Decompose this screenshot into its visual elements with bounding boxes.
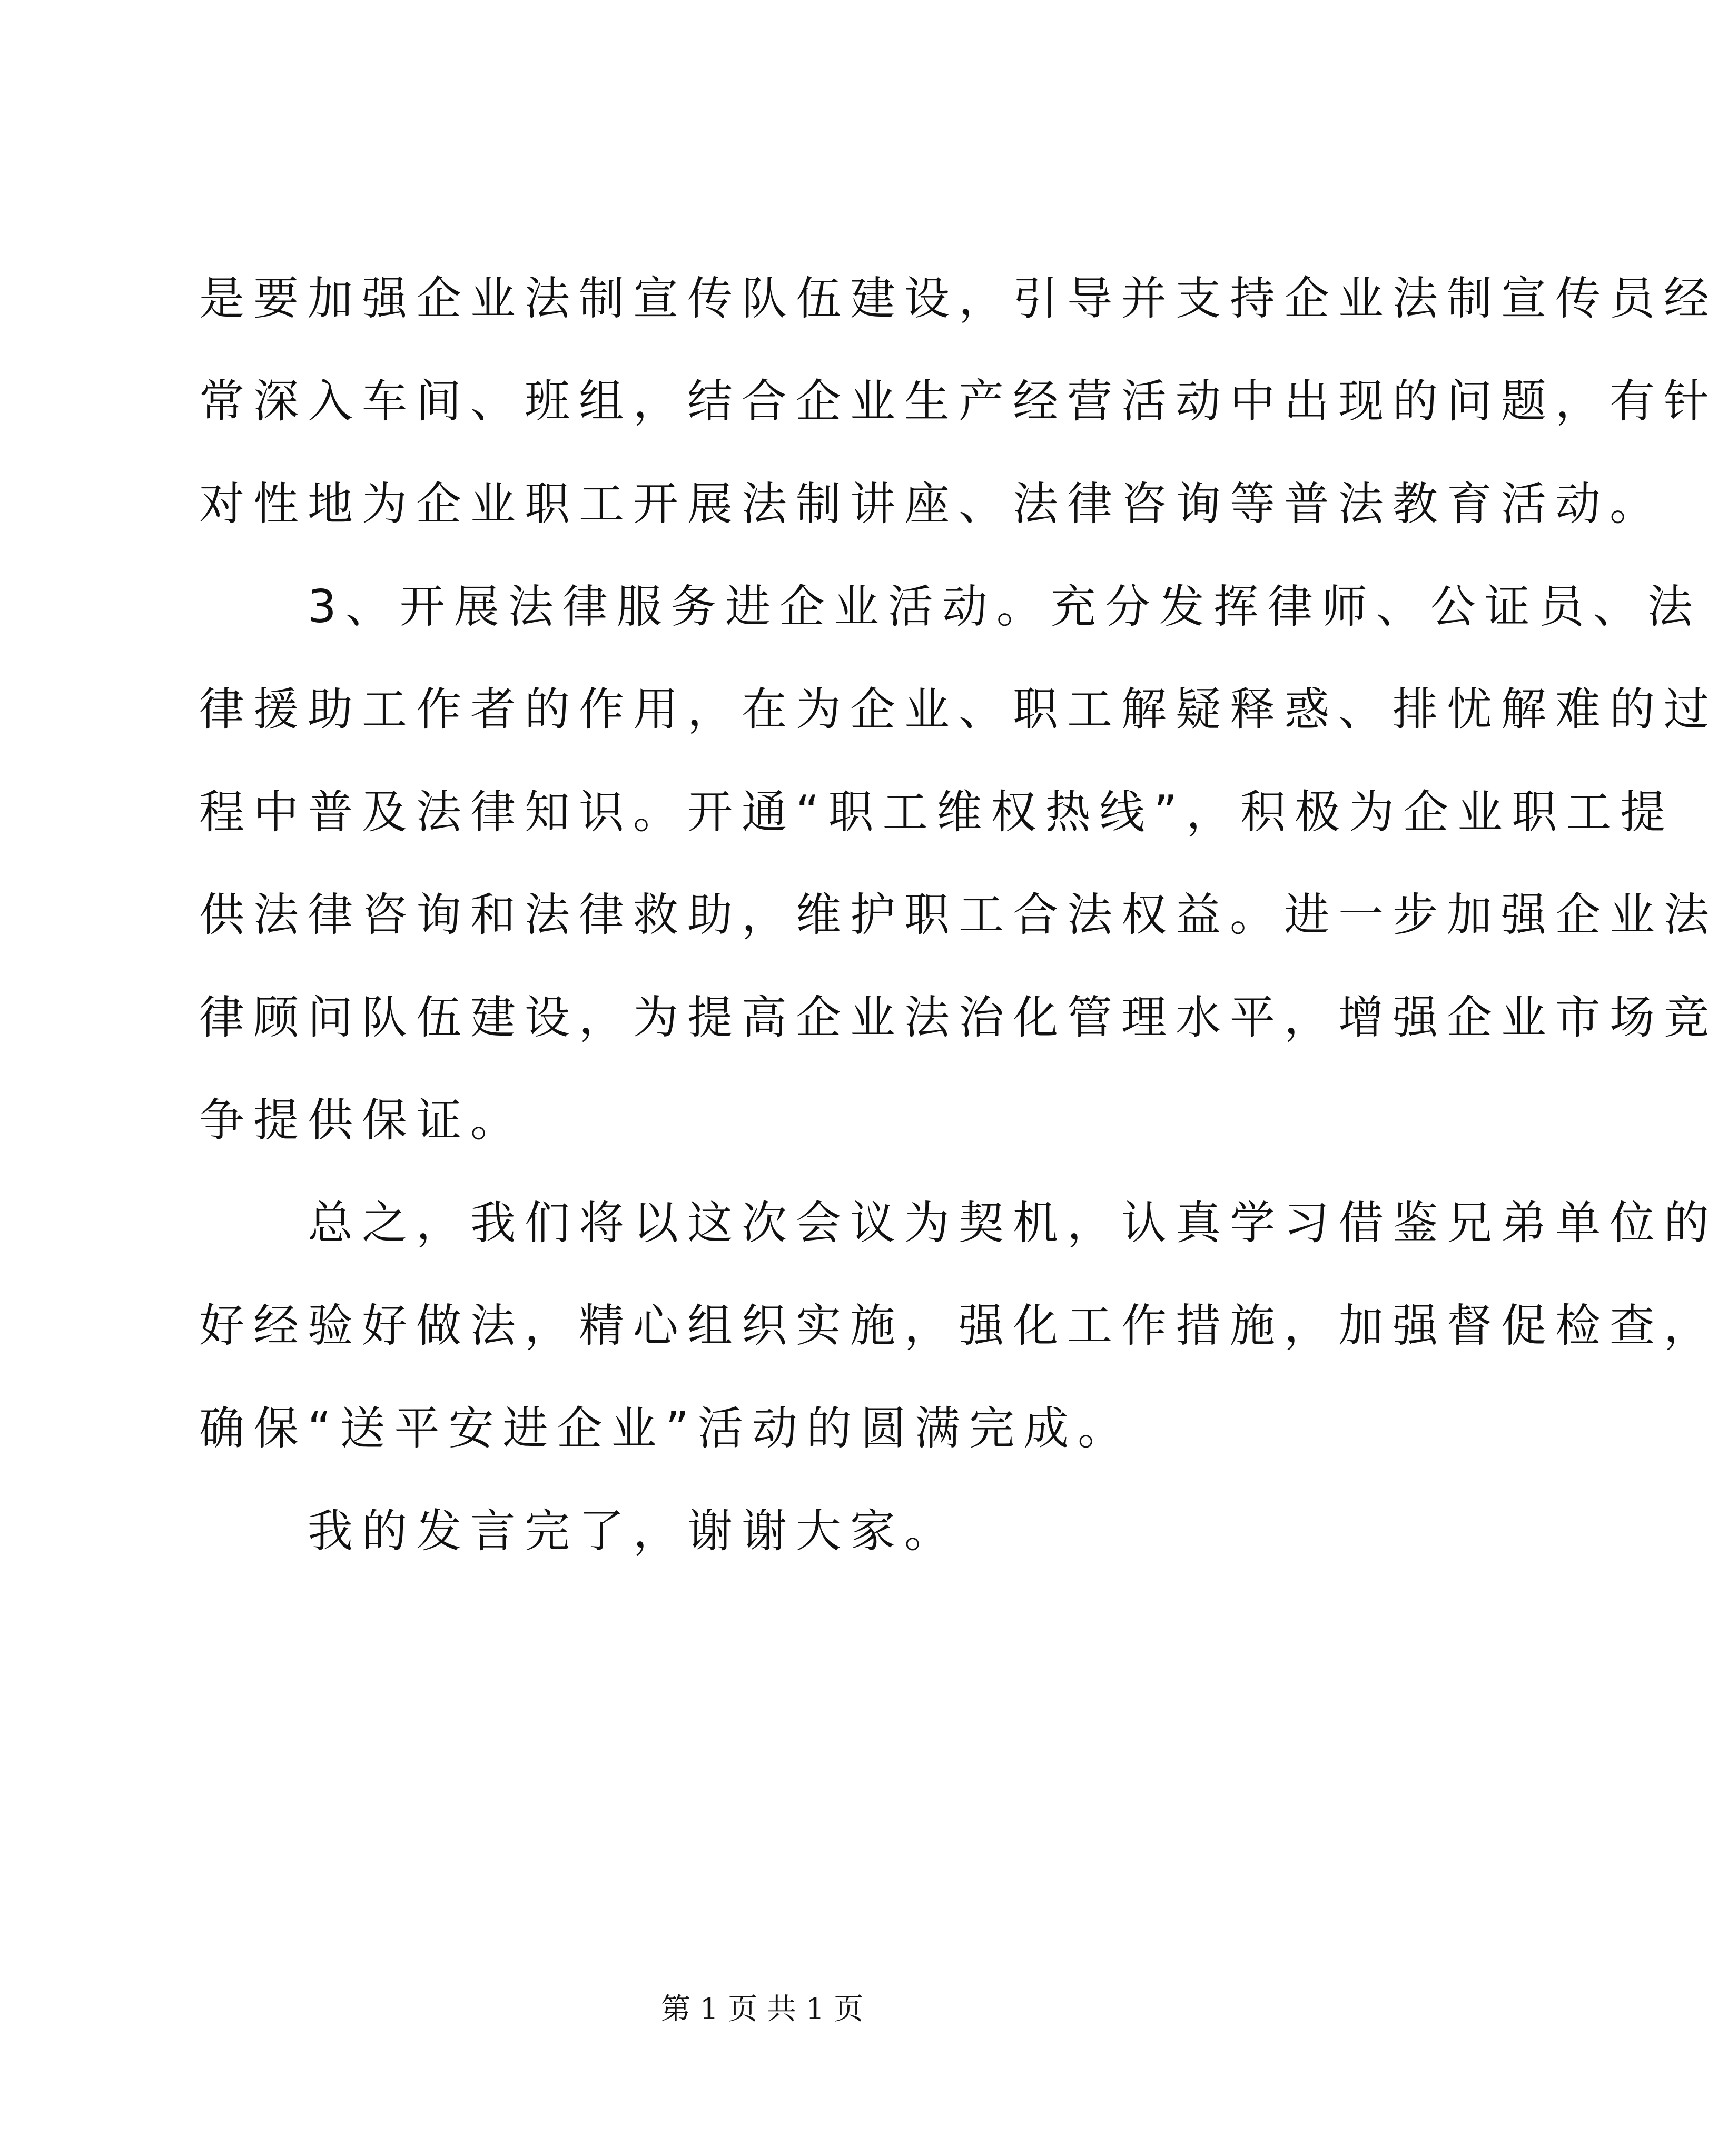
text-line: 我的发言完了，谢谢大家。	[199, 1505, 959, 1558]
page-footer	[0, 1991, 1524, 2028]
text-line: 是要加强企业法制宣传队伍建设，引导并支持企业法制宣传员经	[199, 272, 1718, 325]
document-body	[199, 248, 1718, 1583]
text-line: 律顾问队伍建设，为提高企业法治化管理水平，增强企业市场竞	[199, 991, 1718, 1044]
text-line: 常深入车间、班组，结合企业生产经营活动中出现的问题，有针	[199, 375, 1718, 428]
text-line: 3、开展法律服务进企业活动。充分发挥律师、公证员、法	[199, 580, 1702, 633]
text-line: 争提供保证。	[199, 1094, 525, 1147]
text-line: 律援助工作者的作用，在为企业、职工解疑释惑、排忧解难的过	[199, 683, 1718, 736]
page-number-label: 第 1 页 共 1 页	[660, 1992, 864, 2026]
text-line: 对性地为企业职工开展法制讲座、法律咨询等普法教育活动。	[199, 478, 1664, 530]
text-line: 总之，我们将以这次会议为契机，认真学习借鉴兄弟单位的	[199, 1197, 1718, 1249]
text-line: 好经验好做法，精心组织实施，强化工作措施，加强督促检查，	[199, 1299, 1718, 1352]
text-line: 确保“送平安进企业”活动的圆满完成。	[199, 1402, 1132, 1455]
text-line: 供法律咨询和法律救助，维护职工合法权益。进一步加强企业法	[199, 889, 1718, 941]
text-line: 程中普及法律知识。开通“职工维权热线”，积极为企业职工提	[199, 786, 1675, 839]
